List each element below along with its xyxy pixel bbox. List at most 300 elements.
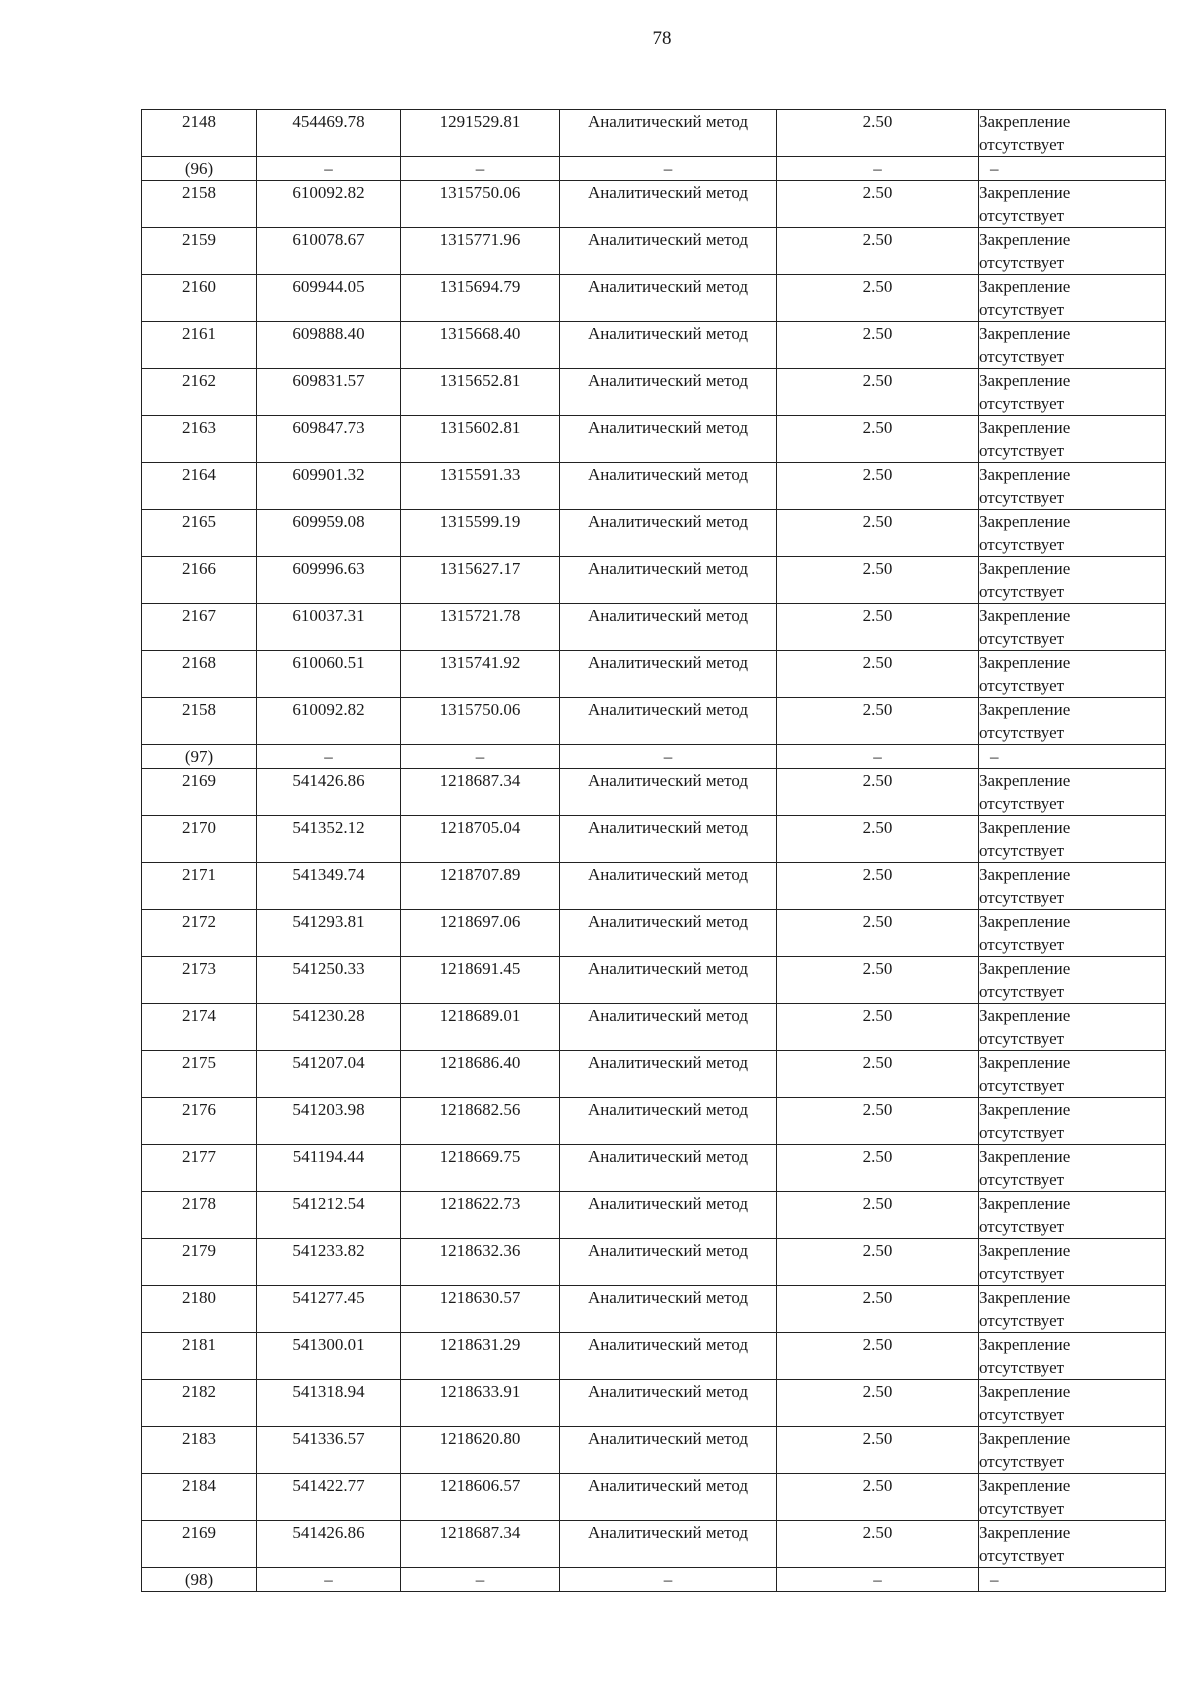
fixation-text: Закрепление [979,959,1071,978]
y-coordinate-text: 1218669.75 [439,1147,521,1166]
error-cell [777,910,979,957]
error-cell [777,745,979,769]
y-coordinate-text: 1218632.36 [439,1241,521,1260]
point-number-cell [142,604,257,651]
point-number-cell [142,110,257,157]
point-number-text: 2184 [182,1476,216,1495]
y-coordinate-cell [401,369,560,416]
method-cell [560,816,777,863]
fixation-text: отсутствует [979,206,1065,225]
fixation-text: Закрепление [979,1476,1071,1495]
y-coordinate-text: 1218689.01 [439,1006,521,1025]
fixation-cell [979,181,1166,228]
x-coordinate-cell [257,228,401,275]
fixation-text: отсутствует [979,488,1065,507]
method-text: Аналитический метод [587,653,749,672]
method-cell [560,510,777,557]
table-row [142,110,1166,157]
error-text: 2.50 [862,512,893,531]
method-text: Аналитический метод [587,700,749,719]
fixation-text: отсутствует [979,935,1065,954]
method-cell [560,1098,777,1145]
fixation-cell [979,1192,1166,1239]
fixation-text: Закрепление [979,1006,1071,1025]
y-coordinate-text: 1218687.34 [439,771,521,790]
x-coordinate-cell [257,322,401,369]
point-number-text: (97) [184,747,214,766]
method-cell [560,1380,777,1427]
fixation-cell [979,416,1166,463]
error-cell [777,816,979,863]
error-cell [777,1286,979,1333]
error-text: 2.50 [862,1100,893,1119]
method-text: Аналитический метод [587,277,749,296]
table-row [142,1474,1166,1521]
table-row [142,1004,1166,1051]
x-coordinate-text: 541318.94 [292,1382,365,1401]
point-number-text: 2181 [182,1335,216,1354]
page-number: 78 [652,28,672,49]
y-coordinate-cell [401,863,560,910]
x-coordinate-text: 609847.73 [292,418,365,437]
fixation-cell [979,1286,1166,1333]
method-cell [560,110,777,157]
x-coordinate-cell [257,604,401,651]
fixation-cell [979,698,1166,745]
fixation-text: Закрепление [979,1382,1071,1401]
method-text: Аналитический метод [587,1523,749,1542]
error-text: 2.50 [862,183,893,202]
y-coordinate-cell [401,1427,560,1474]
fixation-cell [979,1145,1166,1192]
fixation-cell [979,510,1166,557]
point-number-text: 2182 [182,1382,216,1401]
x-coordinate-cell [257,110,401,157]
error-text: 2.50 [862,865,893,884]
y-coordinate-cell [401,604,560,651]
x-coordinate-cell [257,1286,401,1333]
fixation-cell [979,1521,1166,1568]
method-text: Аналитический метод [587,465,749,484]
method-cell [560,698,777,745]
method-cell [560,369,777,416]
x-coordinate-cell [257,698,401,745]
y-coordinate-cell [401,416,560,463]
y-coordinate-cell [401,1192,560,1239]
y-coordinate-text: 1218620.80 [439,1429,521,1448]
point-number-text: 2168 [182,653,216,672]
table-row [142,1145,1166,1192]
method-cell [560,181,777,228]
x-coordinate-cell [257,1333,401,1380]
error-text: 2.50 [862,700,893,719]
point-number-cell [142,416,257,463]
x-coordinate-text: 610092.82 [292,700,365,719]
method-text: Аналитический метод [587,1006,749,1025]
fixation-cell [979,604,1166,651]
fixation-text: отсутствует [979,582,1065,601]
table-row [142,651,1166,698]
error-cell [777,698,979,745]
y-coordinate-cell [401,1333,560,1380]
x-coordinate-text: 541212.54 [292,1194,365,1213]
method-text: Аналитический метод [587,371,749,390]
fixation-text: отсутствует [979,253,1065,272]
fixation-cell [979,1427,1166,1474]
fixation-text: – [990,1570,999,1589]
fixation-text: Закрепление [979,183,1071,202]
point-number-text: 2158 [182,700,216,719]
fixation-cell [979,863,1166,910]
y-coordinate-text: 1218630.57 [439,1288,521,1307]
error-cell [777,416,979,463]
y-coordinate-text: 1218697.06 [439,912,521,931]
point-number-cell [142,1286,257,1333]
error-text: 2.50 [862,1476,893,1495]
point-number-text: 2167 [182,606,216,625]
x-coordinate-cell [257,1004,401,1051]
y-coordinate-cell [401,463,560,510]
method-text: – [663,1570,673,1589]
point-number-cell [142,1192,257,1239]
x-coordinate-text: 541336.57 [292,1429,365,1448]
error-cell [777,604,979,651]
y-coordinate-cell [401,1380,560,1427]
table-row [142,1427,1166,1474]
y-coordinate-text: 1315668.40 [439,324,521,343]
table-row [142,510,1166,557]
error-text: 2.50 [862,1335,893,1354]
fixation-cell [979,769,1166,816]
fixation-cell [979,651,1166,698]
method-text: Аналитический метод [587,865,749,884]
fixation-text: – [990,747,999,766]
method-text: Аналитический метод [587,771,749,790]
fixation-text: отсутствует [979,1264,1065,1283]
table-row [142,463,1166,510]
y-coordinate-text: 1218686.40 [439,1053,521,1072]
x-coordinate-cell [257,1521,401,1568]
error-text: – [873,159,882,178]
error-cell [777,1568,979,1592]
error-cell [777,181,979,228]
point-number-text: 2183 [182,1429,216,1448]
x-coordinate-text: 609944.05 [292,277,365,296]
fixation-text: отсутствует [979,982,1065,1001]
y-coordinate-cell [401,1145,560,1192]
error-text: 2.50 [862,277,893,296]
fixation-text: Закрепление [979,1194,1071,1213]
point-number-cell [142,275,257,322]
error-cell [777,1004,979,1051]
fixation-text: Закрепление [979,771,1071,790]
fixation-text: Закрепление [979,818,1071,837]
fixation-text: Закрепление [979,1288,1071,1307]
error-cell [777,1239,979,1286]
method-text: Аналитический метод [587,418,749,437]
table-row [142,1239,1166,1286]
x-coordinate-cell [257,1427,401,1474]
method-cell [560,275,777,322]
fixation-cell [979,1474,1166,1521]
fixation-text: отсутствует [979,441,1065,460]
fixation-cell [979,745,1166,769]
fixation-text: отсутствует [979,1499,1065,1518]
fixation-text: отсутствует [979,300,1065,319]
error-text: 2.50 [862,418,893,437]
error-text: 2.50 [862,465,893,484]
method-text: Аналитический метод [587,1147,749,1166]
y-coordinate-text: 1315750.06 [439,700,521,719]
y-coordinate-text: 1218691.45 [439,959,521,978]
y-coordinate-cell [401,698,560,745]
method-cell [560,1004,777,1051]
method-text: Аналитический метод [587,1335,749,1354]
point-number-cell [142,910,257,957]
error-cell [777,322,979,369]
point-number-cell [142,957,257,1004]
method-cell [560,463,777,510]
method-text: Аналитический метод [587,1053,749,1072]
y-coordinate-cell [401,157,560,181]
point-number-text: 2159 [182,230,216,249]
fixation-text: отсутствует [979,1311,1065,1330]
x-coordinate-cell [257,1051,401,1098]
table-row [142,1098,1166,1145]
error-cell [777,1521,979,1568]
point-number-cell [142,557,257,604]
point-number-cell [142,1380,257,1427]
point-number-text: 2172 [182,912,216,931]
error-text: 2.50 [862,1288,893,1307]
point-number-cell [142,1145,257,1192]
x-coordinate-text: 541349.74 [292,865,365,884]
fixation-text: отсутствует [979,629,1065,648]
x-coordinate-cell [257,275,401,322]
error-cell [777,463,979,510]
fixation-text: отсутствует [979,1452,1065,1471]
error-text: 2.50 [862,818,893,837]
method-text: Аналитический метод [587,183,749,202]
error-text: 2.50 [862,324,893,343]
coordinates-table [141,109,1166,1592]
x-coordinate-text: 610092.82 [292,183,365,202]
y-coordinate-text: 1218631.29 [439,1335,521,1354]
x-coordinate-text: – [324,1570,333,1589]
y-coordinate-cell [401,816,560,863]
point-number-text: 2177 [182,1147,216,1166]
error-text: 2.50 [862,1523,893,1542]
method-text: Аналитический метод [587,1288,749,1307]
method-text: Аналитический метод [587,1429,749,1448]
fixation-text: отсутствует [979,676,1065,695]
y-coordinate-cell [401,651,560,698]
x-coordinate-cell [257,181,401,228]
x-coordinate-text: 541422.77 [292,1476,365,1495]
method-text: Аналитический метод [587,1382,749,1401]
error-text: – [873,1570,882,1589]
error-cell [777,651,979,698]
fixation-cell [979,1051,1166,1098]
contour-separator-row [142,1568,1166,1592]
fixation-cell [979,1568,1166,1592]
fixation-cell [979,463,1166,510]
point-number-text: 2176 [182,1100,216,1119]
point-number-text: 2180 [182,1288,216,1307]
x-coordinate-cell [257,957,401,1004]
y-coordinate-text: 1218705.04 [439,818,521,837]
point-number-text: 2169 [182,1523,216,1542]
point-number-cell [142,1239,257,1286]
error-text: 2.50 [862,112,893,131]
method-cell [560,1474,777,1521]
point-number-cell [142,1004,257,1051]
table-row [142,604,1166,651]
table-row [142,1333,1166,1380]
y-coordinate-cell [401,510,560,557]
x-coordinate-text: 610060.51 [292,653,365,672]
point-number-text: 2163 [182,418,216,437]
contour-separator-row [142,157,1166,181]
fixation-text: Закрепление [979,1241,1071,1260]
error-cell [777,1192,979,1239]
y-coordinate-cell [401,1521,560,1568]
error-cell [777,228,979,275]
point-number-cell [142,1474,257,1521]
error-cell [777,863,979,910]
y-coordinate-text: 1291529.81 [439,112,521,131]
error-cell [777,1098,979,1145]
point-number-cell [142,745,257,769]
y-coordinate-text: 1315741.92 [439,653,521,672]
y-coordinate-cell [401,1568,560,1592]
y-coordinate-text: 1315591.33 [439,465,521,484]
fixation-text: отсутствует [979,1217,1065,1236]
x-coordinate-cell [257,1380,401,1427]
point-number-text: (98) [184,1570,214,1589]
error-text: 2.50 [862,1006,893,1025]
method-text: Аналитический метод [587,1100,749,1119]
point-number-cell [142,322,257,369]
y-coordinate-cell [401,1239,560,1286]
fixation-text: Закрепление [979,112,1071,131]
y-coordinate-text: 1218606.57 [439,1476,521,1495]
table-row [142,1286,1166,1333]
method-cell [560,1192,777,1239]
error-text: 2.50 [862,912,893,931]
x-coordinate-text: 541426.86 [292,1523,365,1542]
y-coordinate-text: 1315694.79 [439,277,521,296]
x-coordinate-text: 541352.12 [292,818,365,837]
y-coordinate-text: 1315652.81 [439,371,521,390]
error-cell [777,1333,979,1380]
x-coordinate-cell [257,863,401,910]
error-cell [777,1051,979,1098]
point-number-cell [142,157,257,181]
point-number-text: 2166 [182,559,216,578]
error-cell [777,1474,979,1521]
fixation-text: Закрепление [979,559,1071,578]
x-coordinate-text: 609888.40 [292,324,365,343]
y-coordinate-text: 1315602.81 [439,418,521,437]
error-cell [777,769,979,816]
fixation-text: Закрепление [979,418,1071,437]
x-coordinate-cell [257,816,401,863]
method-text: Аналитический метод [587,606,749,625]
error-text: – [873,747,882,766]
fixation-text: отсутствует [979,1170,1065,1189]
method-cell [560,157,777,181]
table-row [142,1380,1166,1427]
method-text: Аналитический метод [587,112,749,131]
y-coordinate-text: 1315771.96 [439,230,521,249]
error-text: 2.50 [862,230,893,249]
table-row [142,181,1166,228]
y-coordinate-cell [401,1098,560,1145]
y-coordinate-cell [401,181,560,228]
error-cell [777,957,979,1004]
point-number-cell [142,181,257,228]
y-coordinate-cell [401,110,560,157]
point-number-cell [142,651,257,698]
table-row [142,910,1166,957]
method-cell [560,1286,777,1333]
x-coordinate-text: 609996.63 [292,559,365,578]
y-coordinate-cell [401,557,560,604]
fixation-text: – [990,159,999,178]
y-coordinate-text: 1218687.34 [439,1523,521,1542]
fixation-cell [979,110,1166,157]
x-coordinate-cell [257,1474,401,1521]
y-coordinate-cell [401,228,560,275]
error-text: 2.50 [862,1241,893,1260]
point-number-text: 2179 [182,1241,216,1260]
table-row [142,1521,1166,1568]
x-coordinate-text: 541233.82 [292,1241,365,1260]
fixation-text: Закрепление [979,1100,1071,1119]
contour-separator-row [142,745,1166,769]
point-number-cell [142,463,257,510]
method-text: Аналитический метод [587,512,749,531]
x-coordinate-cell [257,1145,401,1192]
x-coordinate-cell [257,157,401,181]
point-number-cell [142,1051,257,1098]
fixation-text: отсутствует [979,135,1065,154]
y-coordinate-cell [401,910,560,957]
error-cell [777,110,979,157]
method-cell [560,769,777,816]
fixation-text: отсутствует [979,1546,1065,1565]
fixation-text: Закрепление [979,465,1071,484]
x-coordinate-text: 541203.98 [292,1100,365,1119]
method-text: Аналитический метод [587,1476,749,1495]
error-text: 2.50 [862,1147,893,1166]
fixation-text: Закрепление [979,606,1071,625]
x-coordinate-cell [257,745,401,769]
error-cell [777,157,979,181]
fixation-text: отсутствует [979,1029,1065,1048]
method-cell [560,863,777,910]
fixation-text: Закрепление [979,371,1071,390]
fixation-text: Закрепление [979,912,1071,931]
fixation-cell [979,275,1166,322]
y-coordinate-cell [401,1004,560,1051]
method-cell [560,604,777,651]
method-cell [560,1051,777,1098]
error-cell [777,557,979,604]
point-number-cell [142,1521,257,1568]
x-coordinate-text: 609959.08 [292,512,365,531]
